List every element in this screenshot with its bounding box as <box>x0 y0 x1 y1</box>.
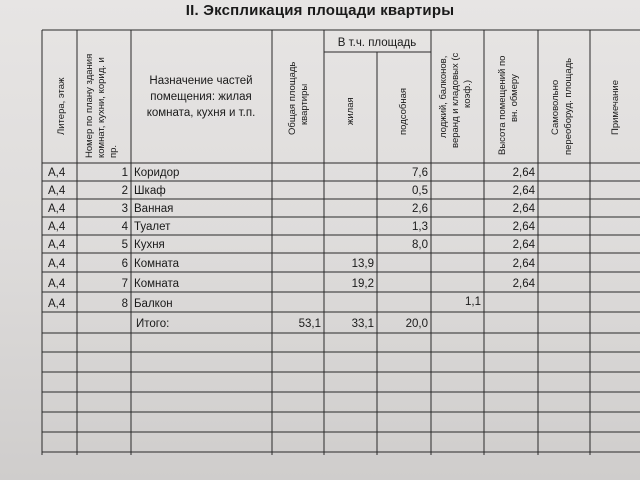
cell-name: Ванная <box>134 203 174 215</box>
header-lodzhiy-1: лоджий, балконов, <box>438 55 449 138</box>
table-row <box>48 278 536 290</box>
cell-name: Комната <box>134 258 180 270</box>
cell-litera: А,4 <box>48 203 66 215</box>
header-nomer-1: Номер по плану здания <box>84 53 95 158</box>
header-nomer-2: комнат, кухни, корид. и <box>96 57 107 158</box>
cell-podsob: 0,5 <box>412 185 428 197</box>
table-row <box>48 258 536 270</box>
header-naznachenie-2: помещения: жилая <box>150 91 252 103</box>
cell-name: Балкон <box>134 298 173 310</box>
table-total-row <box>136 318 428 330</box>
header-obshaya-1: Общая площадь <box>287 61 298 135</box>
cell-name: Коридор <box>134 167 180 179</box>
cell-nomer: 4 <box>121 221 128 233</box>
cell-vysota: 2,64 <box>512 185 535 197</box>
cell-podsob: 2,6 <box>412 203 428 215</box>
total-zhilaya: 33,1 <box>351 318 374 330</box>
cell-vysota: 2,64 <box>512 167 535 179</box>
cell-litera: А,4 <box>48 167 66 179</box>
cell-lodzh: 1,1 <box>465 296 481 308</box>
header-zhilaya: жилая <box>345 97 356 125</box>
header-naznachenie-3: комната, кухня и т.п. <box>146 107 256 119</box>
page-title: II. Экспликация площади квартиры <box>185 2 455 19</box>
cell-litera: А,4 <box>48 239 66 251</box>
cell-vysota: 2,64 <box>512 221 535 233</box>
header-lodzhiy-3: коэф.) <box>462 79 473 108</box>
header-naznachenie-1: Назначение частей <box>149 75 253 87</box>
table-row <box>48 296 481 310</box>
cell-nomer: 3 <box>121 203 128 215</box>
cell-litera: А,4 <box>48 258 66 270</box>
cell-litera: А,4 <box>48 185 66 197</box>
header-obshaya-2: квартиры <box>299 83 310 125</box>
header-lodzhiy-2: веранд и кладовых (с <box>450 52 461 148</box>
header-vysota-2: вн. обмеру <box>509 74 520 122</box>
cell-nomer: 1 <box>121 167 128 179</box>
total-label: Итого: <box>136 318 170 330</box>
cell-name: Туалет <box>134 221 171 233</box>
cell-vysota: 2,64 <box>512 278 535 290</box>
header-vtch: В т.ч. площадь <box>337 37 417 49</box>
cell-litera: А,4 <box>48 278 66 290</box>
cell-vysota: 2,64 <box>512 239 535 251</box>
table-row <box>48 203 536 215</box>
table-row <box>48 221 536 233</box>
cell-litera: А,4 <box>48 298 66 310</box>
cell-vysota: 2,64 <box>512 203 535 215</box>
table-row <box>48 239 536 251</box>
table-row <box>48 185 536 197</box>
cell-name: Кухня <box>134 239 165 251</box>
cell-zhilaya: 19,2 <box>351 278 374 290</box>
cell-nomer: 8 <box>121 298 128 310</box>
header-samovolno-2: переоборуд. площадь <box>563 57 574 155</box>
cell-vysota: 2,64 <box>512 258 535 270</box>
header-vysota-1: Высота помещений по <box>497 55 508 155</box>
cell-name: Шкаф <box>134 185 166 197</box>
cell-zhilaya: 13,9 <box>351 258 374 270</box>
cell-nomer: 5 <box>121 239 128 251</box>
table-row <box>48 167 536 179</box>
cell-podsob: 1,3 <box>412 221 428 233</box>
cell-nomer: 7 <box>121 278 128 290</box>
cell-podsob: 7,6 <box>412 167 428 179</box>
cell-nomer: 6 <box>121 258 128 270</box>
total-obshaya: 53,1 <box>298 318 321 330</box>
header-litera: Литера, этаж <box>56 77 67 135</box>
header-nomer-3: пр. <box>108 144 119 158</box>
cell-nomer: 2 <box>121 185 128 197</box>
total-podsob: 20,0 <box>405 318 428 330</box>
header-samovolno-1: Самовольно <box>550 79 561 135</box>
header-podsobnaya: подсобная <box>398 87 409 135</box>
header-primechanie: Примечание <box>610 80 621 135</box>
cell-litera: А,4 <box>48 221 66 233</box>
cell-name: Комната <box>134 278 180 290</box>
cell-podsob: 8,0 <box>412 239 428 251</box>
